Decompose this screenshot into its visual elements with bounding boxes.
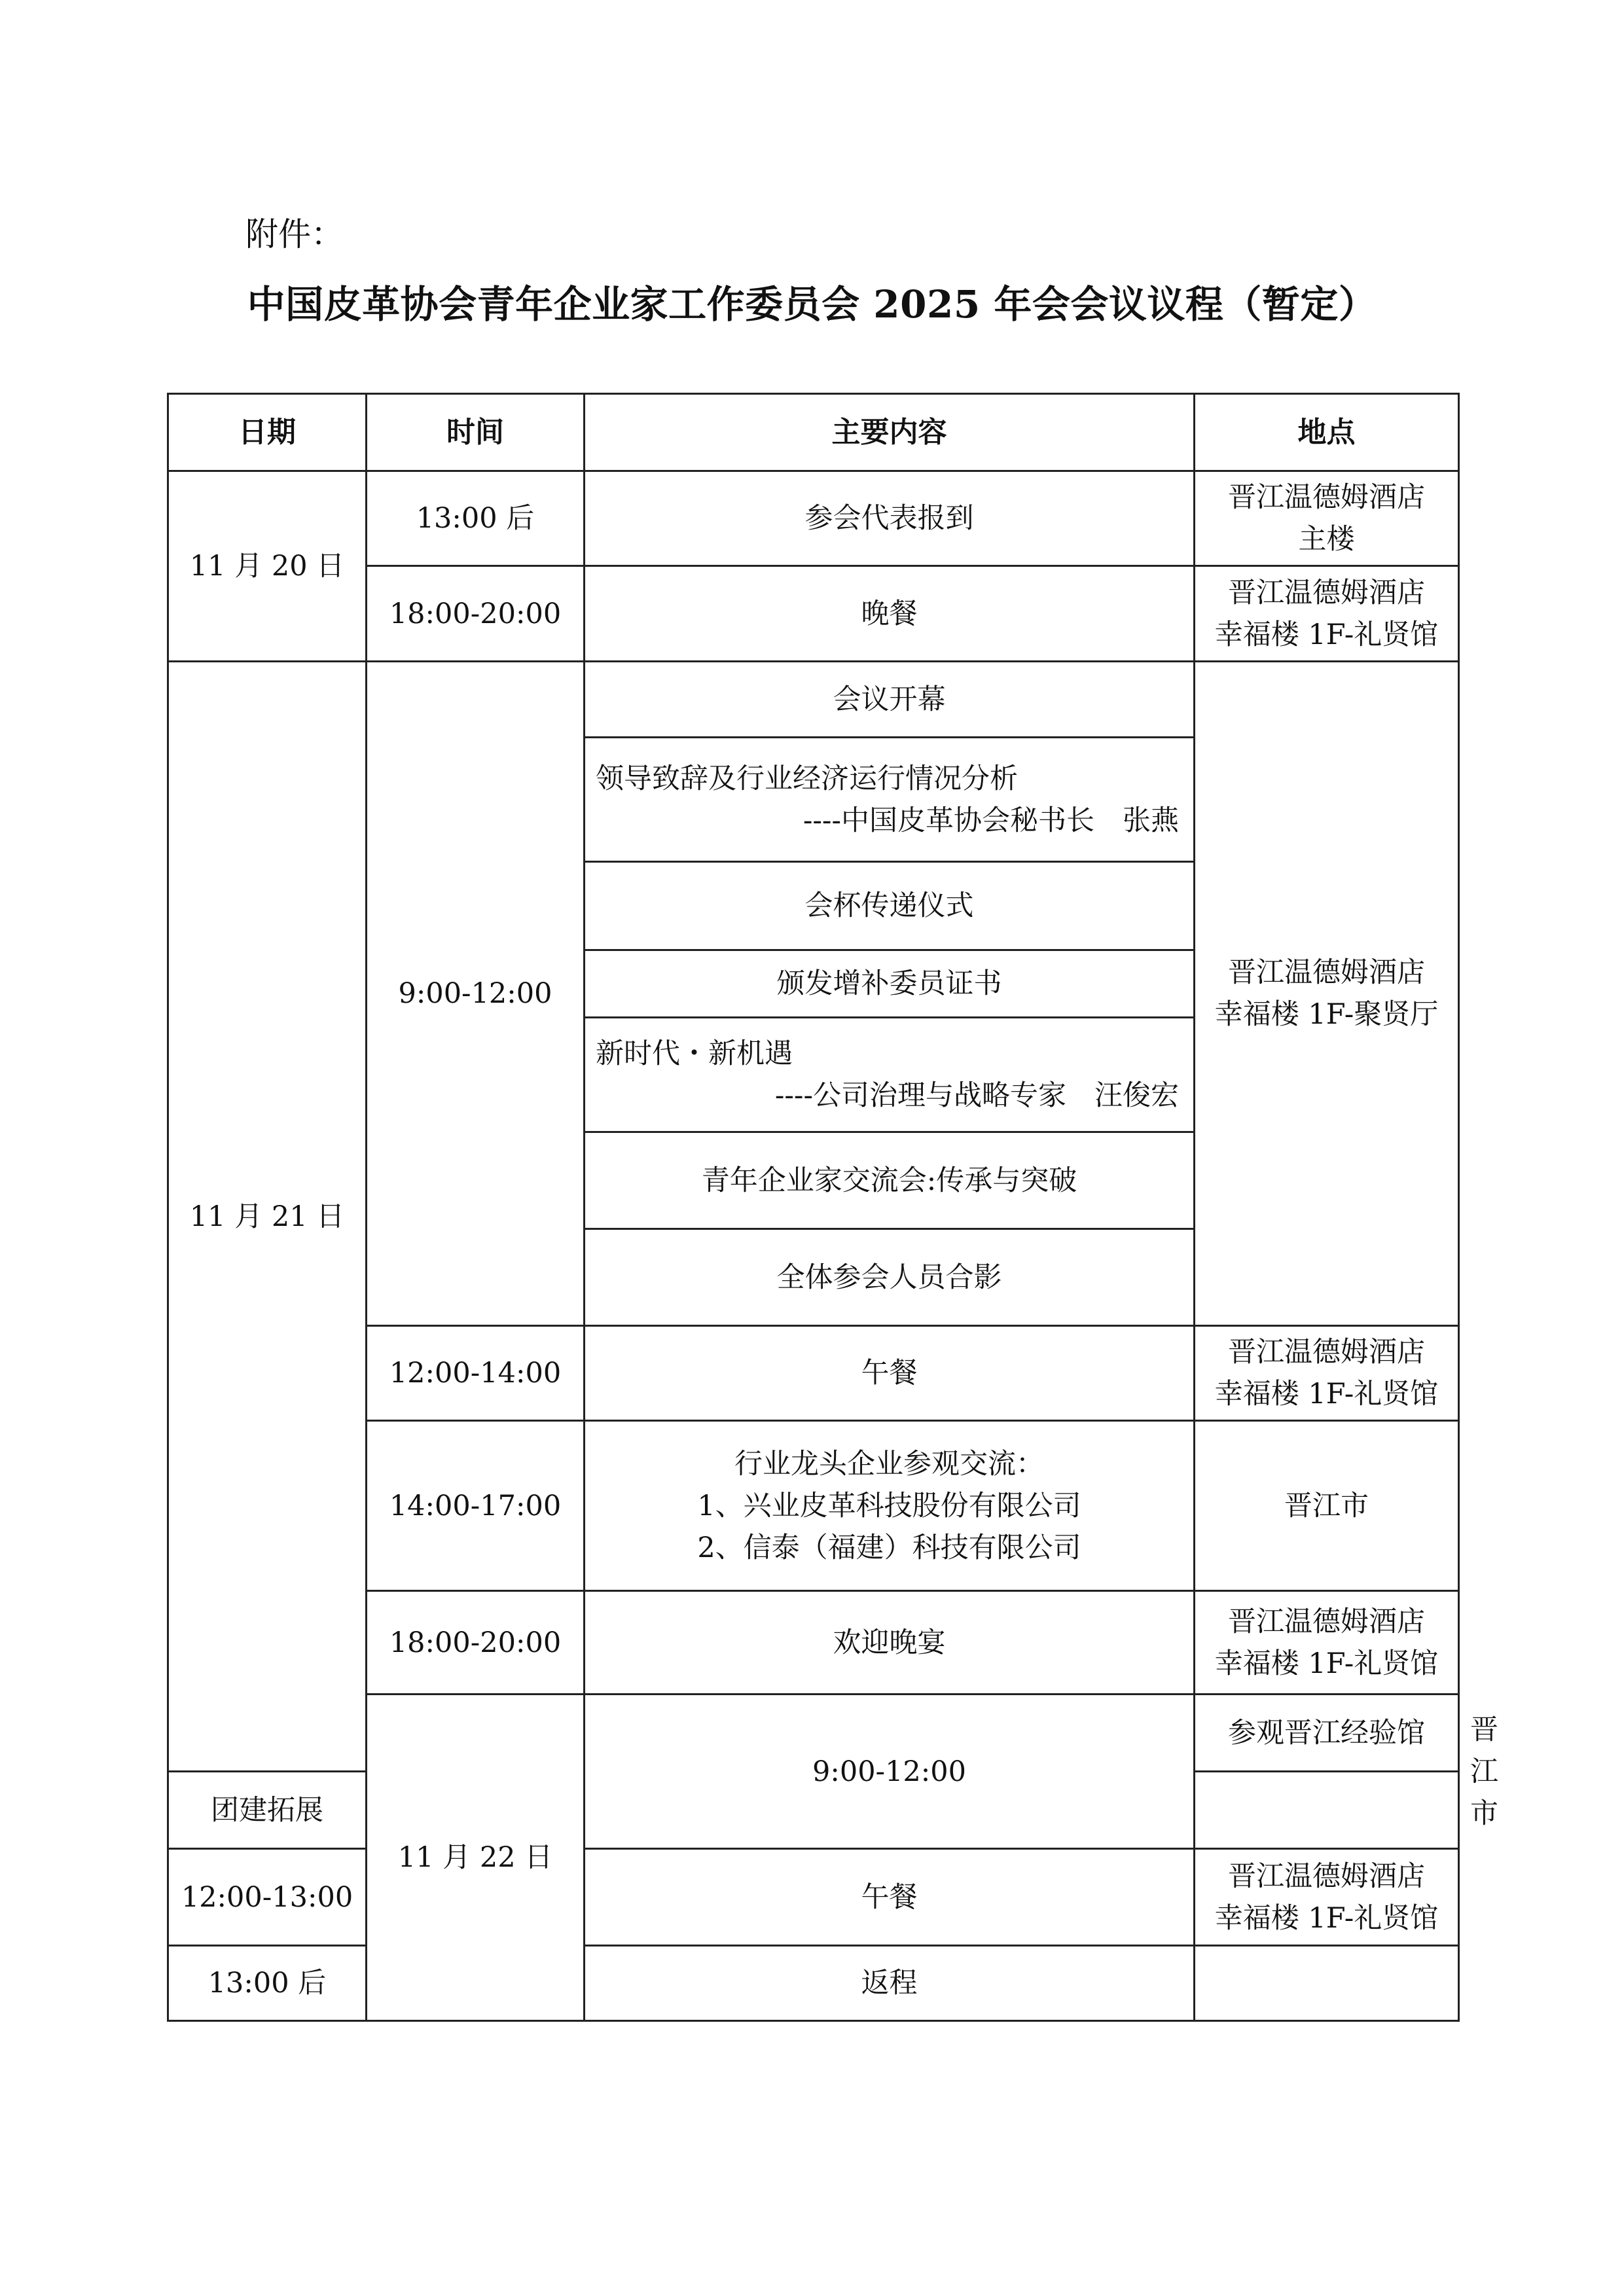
header-date: 日期 [168,394,367,471]
place-line: 晋江温德姆酒店 [1228,1859,1425,1893]
content-cell: 团建拓展 [168,1772,367,1849]
table-row: 11 月 22 日 9:00-12:00 参观晋江经验馆 晋江市 [168,1695,1459,1772]
place-cell [1195,1591,1459,1695]
header-content: 主要内容 [585,394,1195,471]
place-line: 幸福楼 1F-聚贤厅 [1214,998,1439,1031]
place-cell [1195,662,1459,1326]
place-line: 幸福楼 1F-礼贤馆 [1214,618,1439,651]
place-line: 晋江温德姆酒店 [1228,576,1425,609]
content-cell: 会杯传递仪式 [585,862,1195,950]
header-time: 时间 [367,394,585,471]
time-cell: 9:00-12:00 [585,1695,1195,1849]
time-cell: 13:00 后 [168,1946,367,2021]
content-cell [585,1421,1195,1591]
content-cell [585,738,1195,862]
time-cell: 18:00-20:00 [367,566,585,662]
table-row [168,471,1459,566]
newera-speaker: ----公司治理与战略专家 汪俊宏 [774,1079,1179,1112]
speech-speaker: ----中国皮革协会秘书长 张燕 [803,804,1179,837]
speech-title: 领导致辞及行业经济运行情况分析 [596,762,1018,795]
content-cell: 参会代表报到 [585,471,1195,566]
place-line: 晋江温德姆酒店 [1228,481,1425,514]
content-cell: 晚餐 [585,566,1195,662]
place-line: 晋江温德姆酒店 [1228,1336,1425,1369]
time-cell: 12:00-13:00 [168,1849,367,1946]
content-cell [585,1018,1195,1132]
place-line: 幸福楼 1F-礼贤馆 [1214,1647,1439,1680]
visit-title: 行业龙头企业参观交流： [734,1447,1044,1480]
agenda-table [167,393,1498,2022]
visit-company: 2、信泰（福建）科技有限公司 [697,1531,1081,1564]
content-cell: 颁发增补委员证书 [585,950,1195,1018]
place-line: 晋江温德姆酒店 [1228,956,1425,989]
place-cell [1195,1849,1459,1946]
table-header-row [168,394,1459,471]
place-cell [1195,1326,1459,1421]
content-cell: 参观晋江经验馆 [1195,1695,1459,1772]
date-cell: 11 月 22 日 [367,1695,585,2021]
time-cell: 12:00-14:00 [367,1326,585,1421]
time-cell: 13:00 后 [367,471,585,566]
content-cell: 全体参会人员合影 [585,1229,1195,1326]
place-cell [1195,1946,1459,2021]
document-title: 中国皮革协会青年企业家工作委员会 2025 年会会议议程（暂定） [247,282,1377,327]
place-line: 幸福楼 1F-礼贤馆 [1214,1378,1439,1410]
time-cell: 18:00-20:00 [367,1591,585,1695]
header-place: 地点 [1195,394,1459,471]
content-cell: 青年企业家交流会:传承与突破 [585,1132,1195,1229]
content-cell: 午餐 [585,1326,1195,1421]
place-cell [1195,566,1459,662]
place-line: 幸福楼 1F-礼贤馆 [1214,1901,1439,1935]
content-cell: 会议开幕 [585,662,1195,738]
table-row [168,1849,1459,1946]
place-cell: 晋江市 [1195,1421,1459,1591]
date-cell: 11 月 21 日 [168,662,367,1772]
content-cell: 欢迎晚宴 [585,1591,1195,1695]
content-cell: 午餐 [585,1849,1195,1946]
date-cell: 11 月 20 日 [168,471,367,662]
place-line: 主楼 [1298,523,1355,556]
place-cell [1195,471,1459,566]
time-cell: 9:00-12:00 [367,662,585,1326]
attachment-label: 附件： [245,215,344,253]
place-line: 晋江温德姆酒店 [1228,1605,1425,1638]
content-cell: 返程 [585,1946,1195,2021]
visit-company: 1、兴业皮革科技股份有限公司 [697,1489,1081,1522]
time-cell: 14:00-17:00 [367,1421,585,1591]
table-row [168,1946,1459,2021]
table-row [168,662,1459,738]
newera-title: 新时代・新机遇 [596,1037,793,1070]
